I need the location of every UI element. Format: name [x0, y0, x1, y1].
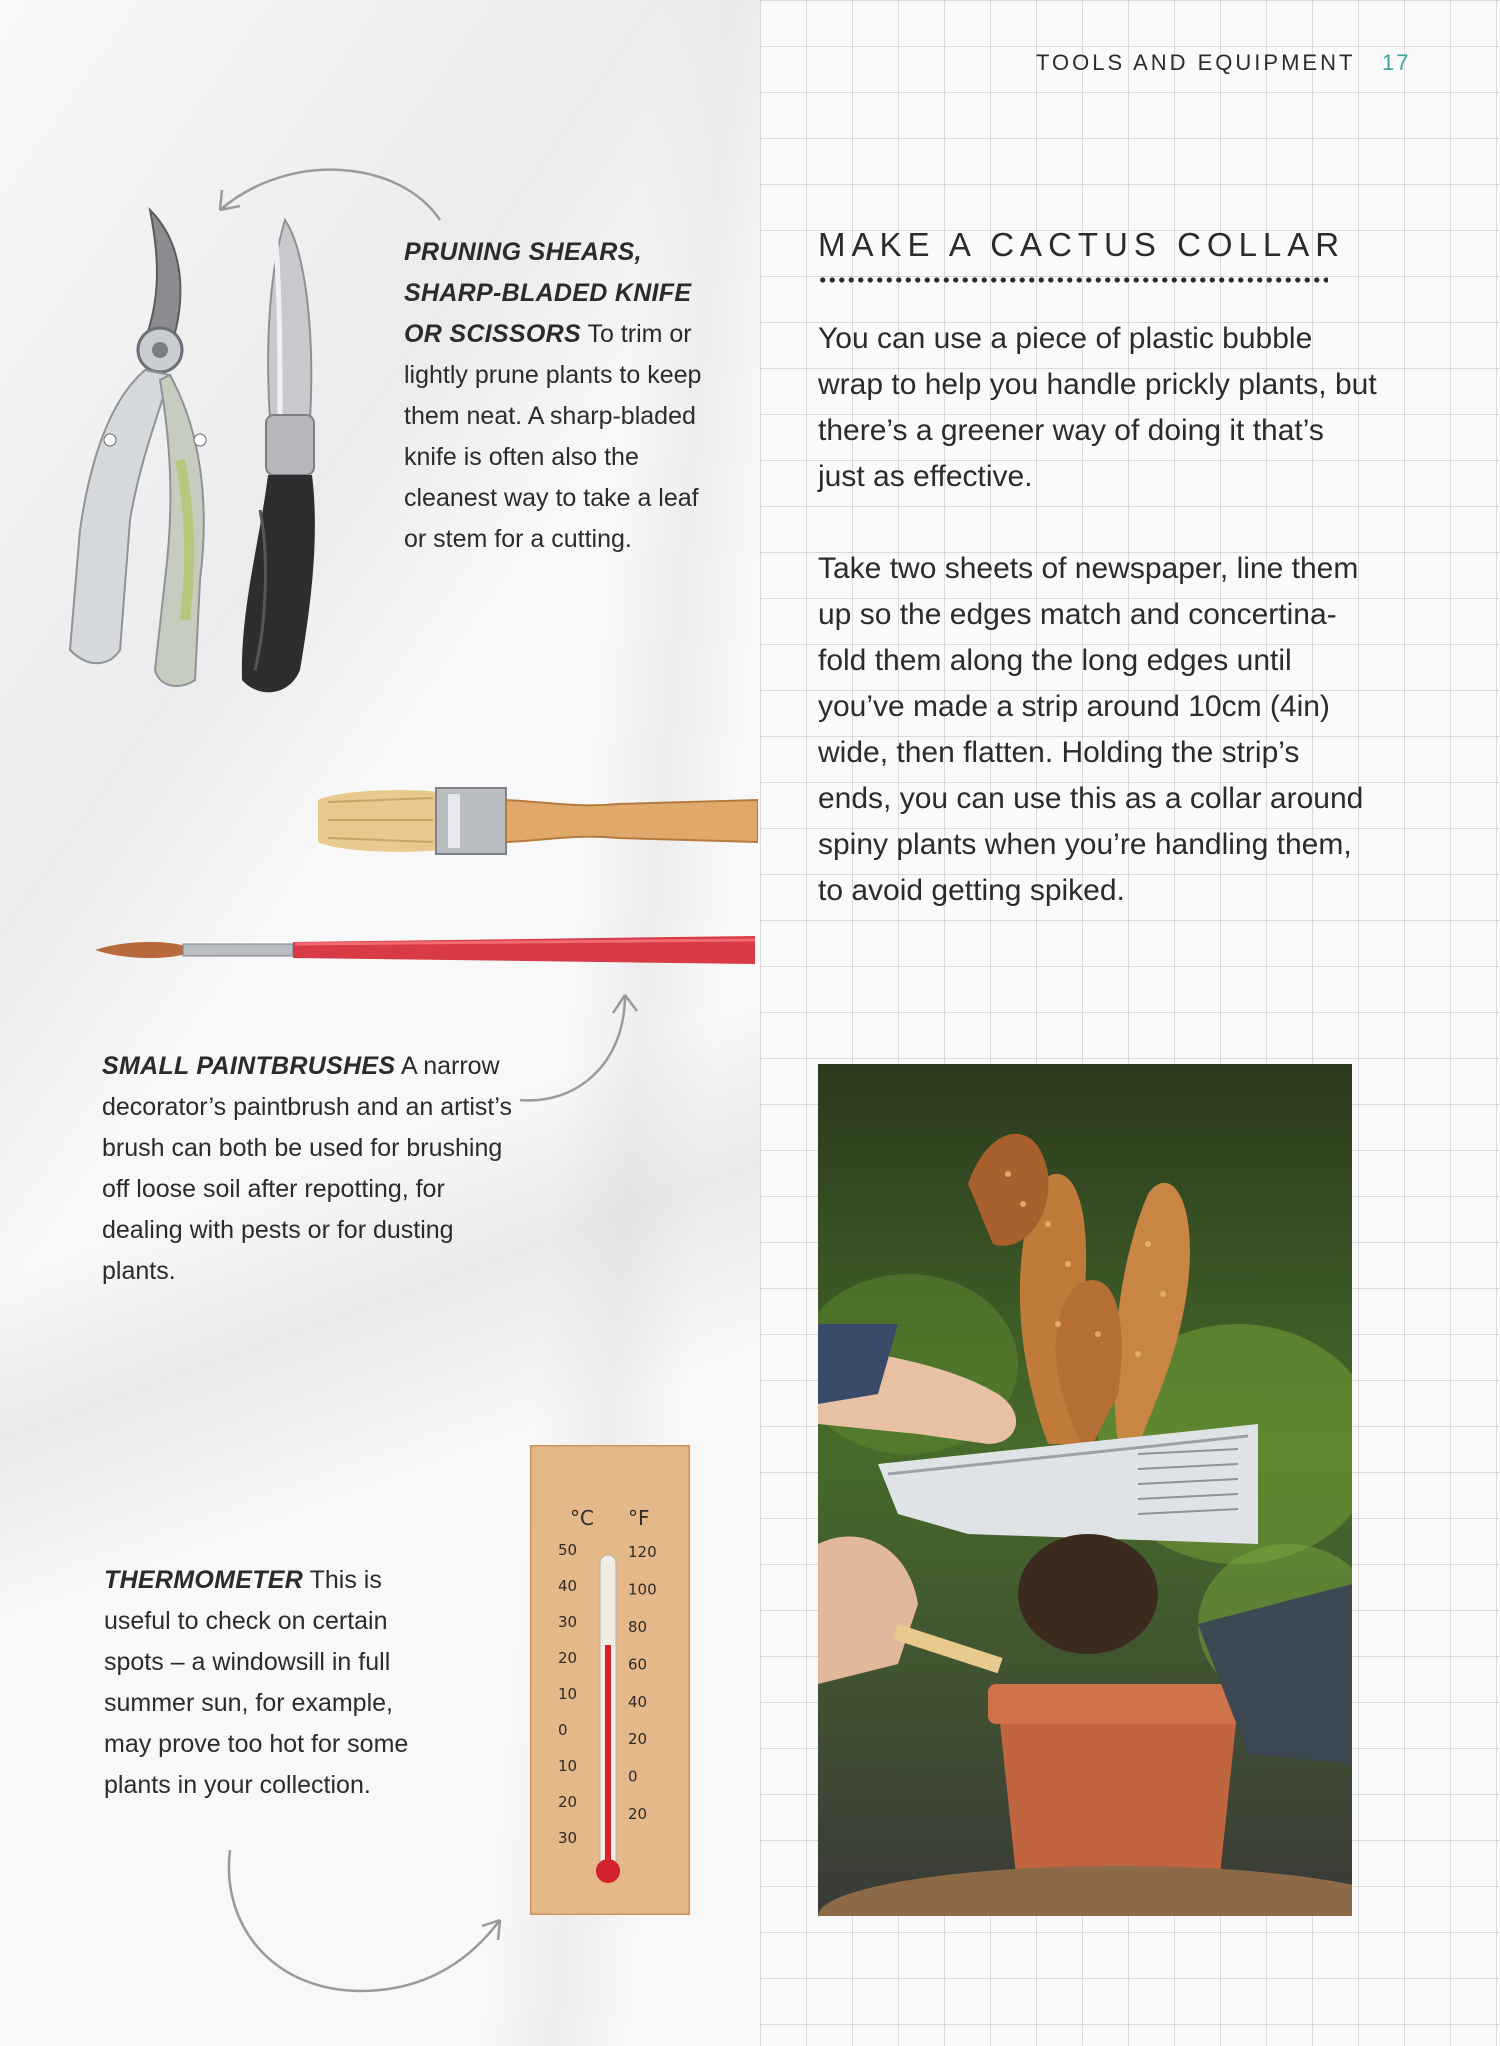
celsius-tick-label: 20 — [558, 1649, 578, 1667]
celsius-tick-label: 10 — [558, 1757, 578, 1775]
fahrenheit-tick-label: 0 — [628, 1767, 638, 1786]
celsius-tick-label: 10 — [558, 1685, 578, 1703]
caption-shears — [404, 232, 704, 560]
artist-brush-image — [95, 930, 755, 970]
tip-paragraph-2: Take two sheets of newspaper, line them up so the edges match and concertina-fold them along the long edges until you’ve made a strip around 10cm (4in) wide, then flatten. Holding the strip’s ends, you can use this as a collar around spiny plants when you’re handling them, to avoid getting spiked. — [818, 552, 1364, 907]
caption-shears-lead: PRUNING SHEARS, SHARP-BLADED KNIFE OR SCISSORS — [404, 238, 692, 348]
caption-thermometer-text: This is useful to check on certain spots – a windowsill in full summer sun, for example, may prove too hot for some plants in your collection. — [104, 1566, 409, 1799]
fahrenheit-tick-label: 40 — [628, 1692, 648, 1711]
fahrenheit-tick-label: 100 — [628, 1580, 657, 1599]
dotted-rule — [818, 276, 1328, 284]
celsius-tick-label: 30 — [558, 1613, 578, 1631]
caption-shears-text: To trim or lightly prune plants to keep them neat. A sharp-bladed knife is often also the cleanest way to take a leaf or stem for a cutting. — [404, 320, 702, 553]
celsius-tick-label: 40 — [558, 1577, 578, 1595]
fahrenheit-tick-label: 80 — [628, 1617, 648, 1636]
tip-paragraph-1: You can use a piece of plastic bubble wrap to help you handle prickly plants, but there’s a greener way of doing it that’s just as effective. — [818, 322, 1377, 493]
caption-thermometer-lead: THERMOMETER — [104, 1566, 304, 1594]
celsius-tick-label: 30 — [558, 1829, 578, 1847]
curved-arrow-icon — [220, 1840, 520, 2010]
fahrenheit-tick-label: 20 — [628, 1730, 648, 1749]
decorator-paintbrush-image — [318, 780, 758, 860]
knife-image — [230, 210, 340, 700]
caption-thermometer — [104, 1560, 434, 1806]
celsius-tick-label: 50 — [558, 1541, 578, 1559]
celsius-tick-label: 20 — [558, 1793, 578, 1811]
celsius-tick-label: 0 — [558, 1721, 568, 1739]
caption-brushes-lead: SMALL PAINTBRUSHES — [102, 1052, 396, 1080]
curved-arrow-icon — [515, 985, 645, 1115]
cactus-collar-photo — [818, 1064, 1352, 1916]
thermometer-image — [530, 1445, 690, 1915]
tip-title: MAKE A CACTUS COLLAR — [818, 226, 1346, 263]
fahrenheit-tick-label: 60 — [628, 1655, 648, 1674]
fahrenheit-tick-label: 20 — [628, 1805, 648, 1824]
fahrenheit-tick-label: 120 — [628, 1543, 657, 1561]
fahrenheit-unit: °F — [628, 1506, 650, 1530]
celsius-unit: °C — [570, 1506, 594, 1530]
caption-brushes — [102, 1046, 522, 1292]
running-head: TOOLS AND EQUIPMENT — [1036, 50, 1356, 75]
page-number: 17 — [1382, 50, 1411, 75]
caption-brushes-text: A narrow decorator’s paintbrush and an artist’s brush can both be used for brushing off loose soil after repotting, for dealing with pests or for dusting plants. — [102, 1052, 512, 1285]
pruning-shears-image — [50, 200, 220, 700]
